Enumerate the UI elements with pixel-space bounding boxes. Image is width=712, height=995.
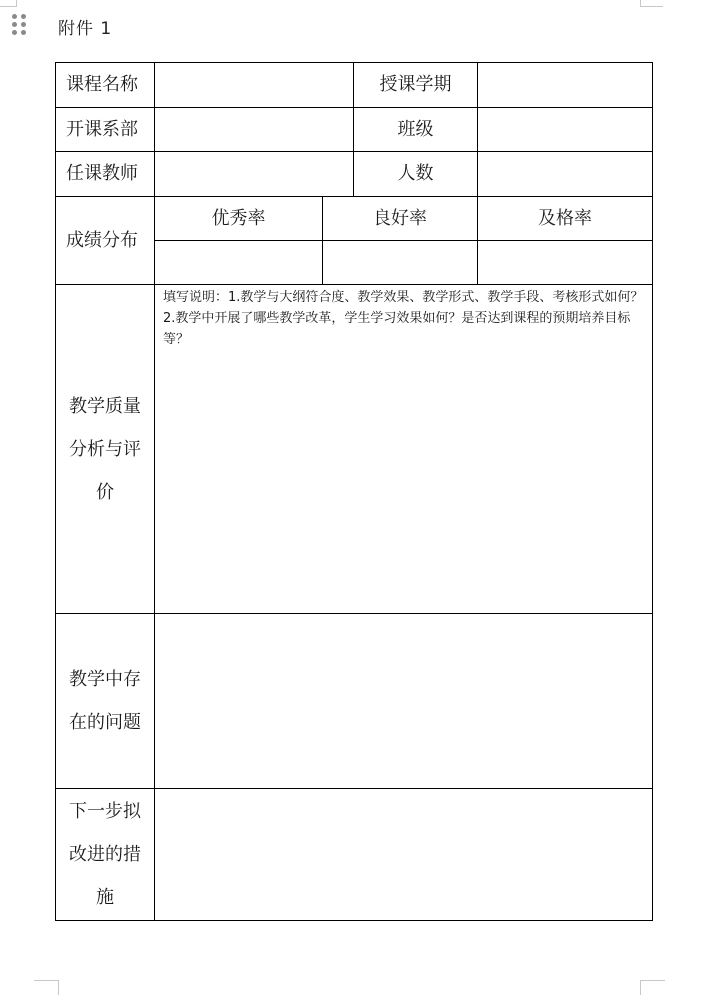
department-field[interactable] (155, 108, 354, 152)
attachment-label: 附件 1 (58, 19, 113, 39)
teaching-problems-label (56, 614, 155, 789)
table-row (56, 63, 653, 108)
term-label: 授课学期 (354, 63, 478, 108)
excellent-rate-field[interactable] (155, 241, 323, 285)
crop-mark-top-right (640, 0, 663, 7)
quality-label-line: 分析与评 (69, 438, 141, 460)
table-row (56, 614, 653, 789)
crop-mark-bottom-right (640, 980, 665, 995)
quality-label-line: 教学质量 (69, 395, 141, 417)
course-name-field[interactable] (155, 63, 354, 108)
grade-distribution-label: 成绩分布 (56, 197, 155, 285)
next-steps-label-line: 改进的措 (69, 844, 141, 865)
class-label: 班级 (354, 108, 478, 152)
student-count-label: 人数 (354, 152, 478, 197)
pass-rate-header: 及格率 (478, 197, 653, 241)
excellent-rate-header: 优秀率 (155, 197, 323, 241)
drag-handle-icon[interactable] (12, 14, 26, 36)
quality-analysis-label (56, 285, 155, 614)
quality-analysis-field[interactable] (155, 285, 653, 614)
course-name-label: 课程名称 (56, 63, 155, 108)
good-rate-header: 良好率 (323, 197, 478, 241)
table-row (56, 152, 653, 197)
problems-label-line: 在的问题 (69, 712, 141, 733)
class-field[interactable] (478, 108, 653, 152)
table-row (56, 789, 653, 921)
student-count-field[interactable] (478, 152, 653, 197)
teacher-field[interactable] (155, 152, 354, 197)
quality-label-line: 价 (96, 481, 114, 503)
teacher-label: 任课教师 (56, 152, 155, 197)
table-row (56, 197, 653, 241)
next-steps-field[interactable] (155, 789, 653, 921)
crop-mark-bottom-left (34, 980, 59, 995)
course-analysis-form (55, 62, 653, 921)
crop-mark-top-left (0, 0, 17, 7)
next-steps-label (56, 789, 155, 921)
table-row (56, 108, 653, 152)
teaching-problems-field[interactable] (155, 614, 653, 789)
next-steps-label-line: 下一步拟 (69, 801, 141, 822)
good-rate-field[interactable] (323, 241, 478, 285)
pass-rate-field[interactable] (478, 241, 653, 285)
next-steps-label-line: 施 (96, 887, 114, 908)
quality-instructions: 填写说明：1.教学与大纲符合度、教学效果、教学形式、教学手段、考核形式如何？2.教学中开展了哪些教学改革，学生学习效果如何？是否达到课程的预期培养目标等？ (163, 290, 644, 347)
problems-label-line: 教学中存 (69, 669, 141, 690)
department-label: 开课系部 (56, 108, 155, 152)
table-row (56, 285, 653, 614)
term-field[interactable] (478, 63, 653, 108)
